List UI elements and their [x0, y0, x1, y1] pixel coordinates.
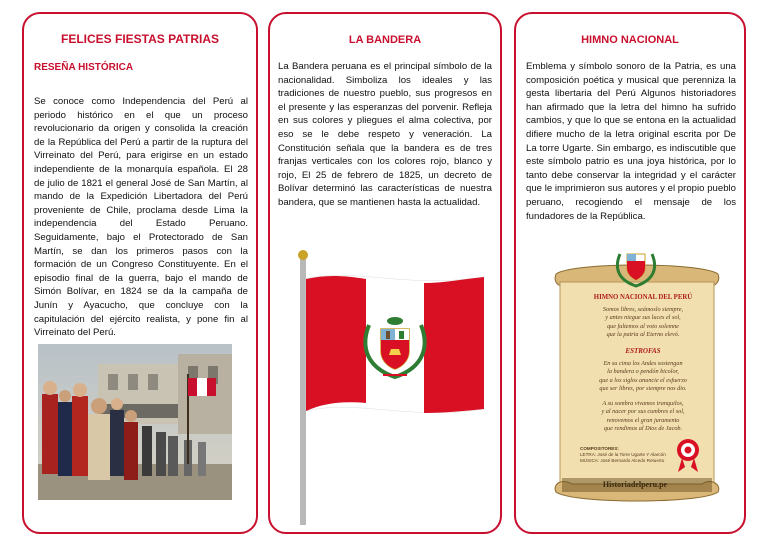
- panel-title: HIMNO NACIONAL: [581, 34, 679, 46]
- chorus-line: que la patria al Eterno elevó.: [606, 331, 680, 339]
- chorus-line: que faltemos al voto solemne: [607, 322, 679, 330]
- verse-line: que a los siglos anuncie el esfuerzo: [599, 376, 687, 384]
- independence-painting: [38, 344, 232, 500]
- peru-flag-image: [294, 249, 484, 529]
- verse-line: En su cima los Andes sostengan: [603, 360, 683, 367]
- verse-line: y al nacer por sus cumbres el sol,: [601, 408, 685, 416]
- verse-line: que ser libres, por siempre nos dio.: [599, 385, 687, 393]
- history-text: Se conoce como Independencia del Perú al periodo histórico en el que un proceso revolucionario da origen y consolida la creación de la República del Perú a partir de la ruptura del Virreinato del Perú, para erigirse en un estado independiente de la monarquía española. El 28 de julio de 1821 el general José de San Martín, al mando de la Expedición Libertadora del Perú proveniente de Chile, proclama desde Lima la independencia del Estado Peruano. Seguidamente, bajo el Protectorado de San Martín, se dan los primeros pasos con la formación de un Congreso Constituyente. En el episodio final de la guerra, bajo el mando de Simón Bolívar, en 1824 se da la campaña de Junín y Ayacucho, que concluye con la capitulación del ejército realista, y pone fin al Virreinato del Perú.: [34, 96, 248, 339]
- verse-line: renovemos el gran juramento: [606, 416, 680, 424]
- panel-himno-nacional: [514, 12, 746, 534]
- flag-text: La Bandera peruana es el principal símbolo de la nacionalidad. Simboliza los ideales y las tradiciones de nuestro pueblo, sus progresos en el presente y las esperanzas del porvenir. Refleja en sus colores y pliegues el alma colectiva, por eso se le debe respeto y veneración. La Constitución señala que la bandera es de tres franjas verticales con los colores rojo, blanco y rojo, El 25 de febrero de 1825, un decreto de Bolívar determinó las características de nuestra bandera, que se mantienen hasta la actualidad.: [278, 61, 492, 208]
- estrofas-label: ESTROFAS: [625, 347, 661, 355]
- composer-line: LETRA: José de la Torre Ugarte Y Alarcón: [580, 452, 666, 457]
- anthem-verse-2: [582, 400, 704, 434]
- scroll-footer-watermark: Historiadelperu.pe: [602, 480, 668, 489]
- panel-title: LA BANDERA: [348, 34, 422, 46]
- section-subtitle: RESEÑA HISTÓRICA: [34, 62, 134, 73]
- composers-label: COMPOSITORES:: [580, 446, 619, 451]
- panel-title: FELICES FIESTAS PATRIAS: [60, 32, 219, 46]
- anthem-text: Emblema y símbolo sonoro de la Patria, es una composición poética y musical que perenniza la gesta libertaria del Perú Algunos historiadores han afirmado que la letra del himno ha sufrido cambios, y que lo que se entona en la actualidad difiere mucho de la letra original escrita por De La torre Ugarte. Sin embargo, es indiscutible que este símbolo patrio es una joya histórica, por lo tanto debe conservar la integridad y el carácter que le imprimieron sus autores y el propio pueblo peruano, recogiendo el mensaje de los fundadores de la República.: [526, 61, 736, 222]
- composer-line: MÚSICA: José Bernardo Alcedo Retuerto: [580, 458, 665, 463]
- composers-credit: [580, 446, 670, 464]
- verse-line: A su sombra vivamos tranquilos,: [602, 400, 684, 407]
- chorus-line: Somos libres, seámoslo siempre,: [602, 306, 684, 313]
- panel-resena-historica: [22, 12, 258, 534]
- verse-line: la bandera o pendón bicolor,: [607, 368, 679, 376]
- anthem-verse-1: [582, 360, 704, 394]
- chorus-line: y antes niegue sus luces el sol,: [605, 314, 681, 322]
- anthem-chorus: [582, 306, 704, 340]
- anthem-scroll-title: HIMNO NACIONAL DEL PERÚ: [593, 294, 693, 301]
- verse-line: que rendimos al Dios de Jacob.: [603, 425, 683, 433]
- anthem-scroll-image: [542, 234, 732, 524]
- panel-la-bandera: [268, 12, 502, 534]
